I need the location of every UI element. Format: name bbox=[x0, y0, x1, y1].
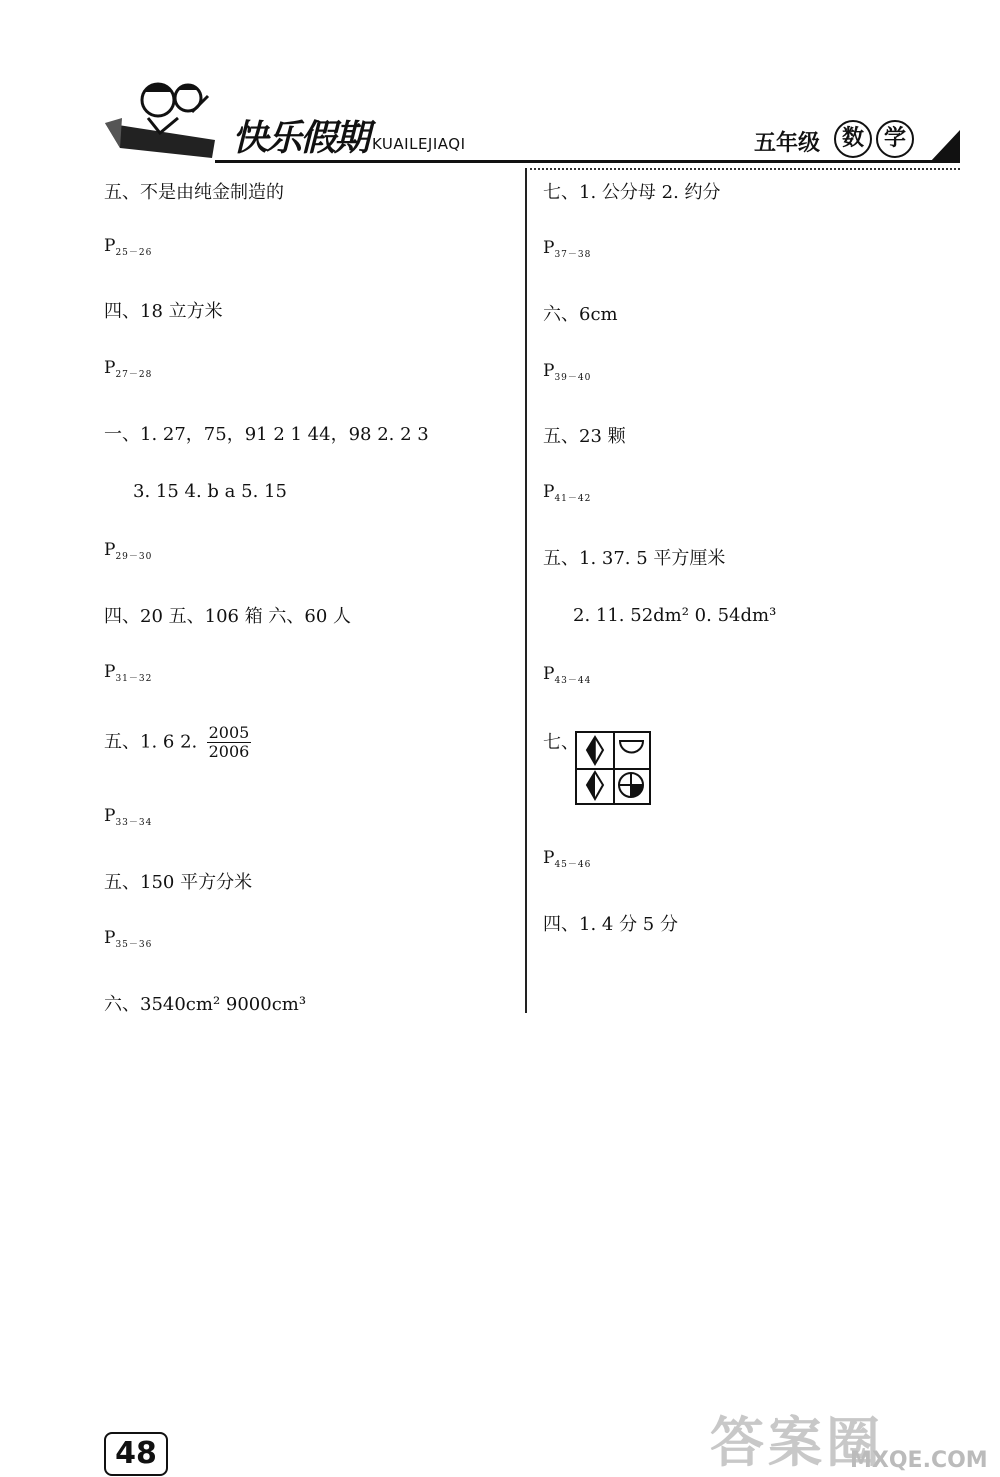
answer-line: 五、150 平方分米 bbox=[104, 872, 253, 893]
answer-line: 七、1. 公分母 2. 约分 bbox=[543, 182, 721, 203]
page-number: 48 bbox=[104, 1432, 168, 1476]
subject-label bbox=[834, 120, 914, 158]
page-ref: $P_{41-42}$ bbox=[543, 482, 592, 504]
answer-line: 四、18 立方米 bbox=[104, 301, 223, 322]
answer-line: 五、不是由纯金制造的 bbox=[104, 182, 284, 203]
book-title: 快乐假期 bbox=[232, 118, 369, 159]
page-ref: $P_{31-32}$ bbox=[104, 662, 153, 684]
header-dotted-rule bbox=[530, 168, 960, 170]
answer-line: 五、1. 37. 5 平方厘米 bbox=[543, 548, 726, 569]
page-ref: $P_{45-46}$ bbox=[543, 848, 592, 870]
answer-line: 五、23 颗 bbox=[543, 426, 626, 447]
header-corner-triangle bbox=[930, 130, 960, 162]
shape-grid-figure bbox=[575, 731, 651, 805]
subject-char-1: 数 bbox=[834, 120, 872, 158]
watermark-url: MXQE.COM bbox=[850, 1448, 988, 1473]
page-ref: $P_{33-34}$ bbox=[104, 806, 153, 828]
answer-line: 四、20 五、106 箱 六、60 人 bbox=[104, 606, 352, 627]
answer-line: 2. 11. 52dm² 0. 54dm³ bbox=[573, 605, 777, 626]
page-ref: $P_{35-36}$ bbox=[104, 928, 153, 950]
page-ref: $P_{39-40}$ bbox=[543, 361, 592, 383]
answer-line: 六、6cm bbox=[543, 304, 618, 325]
grade-label: 五年级 bbox=[754, 131, 821, 156]
fraction-denominator: 2006 bbox=[208, 742, 250, 761]
fraction-numerator: 2005 bbox=[208, 723, 250, 742]
answer-line: 四、1. 4 分 5 分 bbox=[543, 914, 678, 935]
subject-char-2: 学 bbox=[876, 120, 914, 158]
watermark-logo: 答案圈 bbox=[710, 1411, 884, 1474]
answer-text: 五、1. 6 2. bbox=[104, 731, 198, 753]
header-rule bbox=[215, 160, 960, 163]
answer-line: 3. 15 4. b a 5. 15 bbox=[133, 481, 287, 502]
answer-line-fraction bbox=[104, 724, 251, 761]
answer-line: 七、 bbox=[543, 732, 579, 753]
page-ref: $P_{27-28}$ bbox=[104, 358, 153, 380]
page-ref: $P_{29-30}$ bbox=[104, 540, 153, 562]
answer-line: 六、3540cm² 9000cm³ bbox=[104, 994, 307, 1015]
fraction bbox=[207, 724, 251, 761]
page-ref: $P_{43-44}$ bbox=[543, 664, 592, 686]
page-ref: $P_{37-38}$ bbox=[543, 238, 592, 260]
header-logo-illustration bbox=[100, 78, 230, 168]
book-title-pinyin: KUAILEJIAQI bbox=[372, 135, 466, 153]
grid-shapes bbox=[577, 733, 649, 803]
page-ref: $P_{25-26}$ bbox=[104, 236, 153, 258]
column-divider bbox=[525, 168, 527, 1013]
answer-line: 一、1. 27，75，91 2 1 44，98 2. 2 3 bbox=[104, 424, 429, 445]
